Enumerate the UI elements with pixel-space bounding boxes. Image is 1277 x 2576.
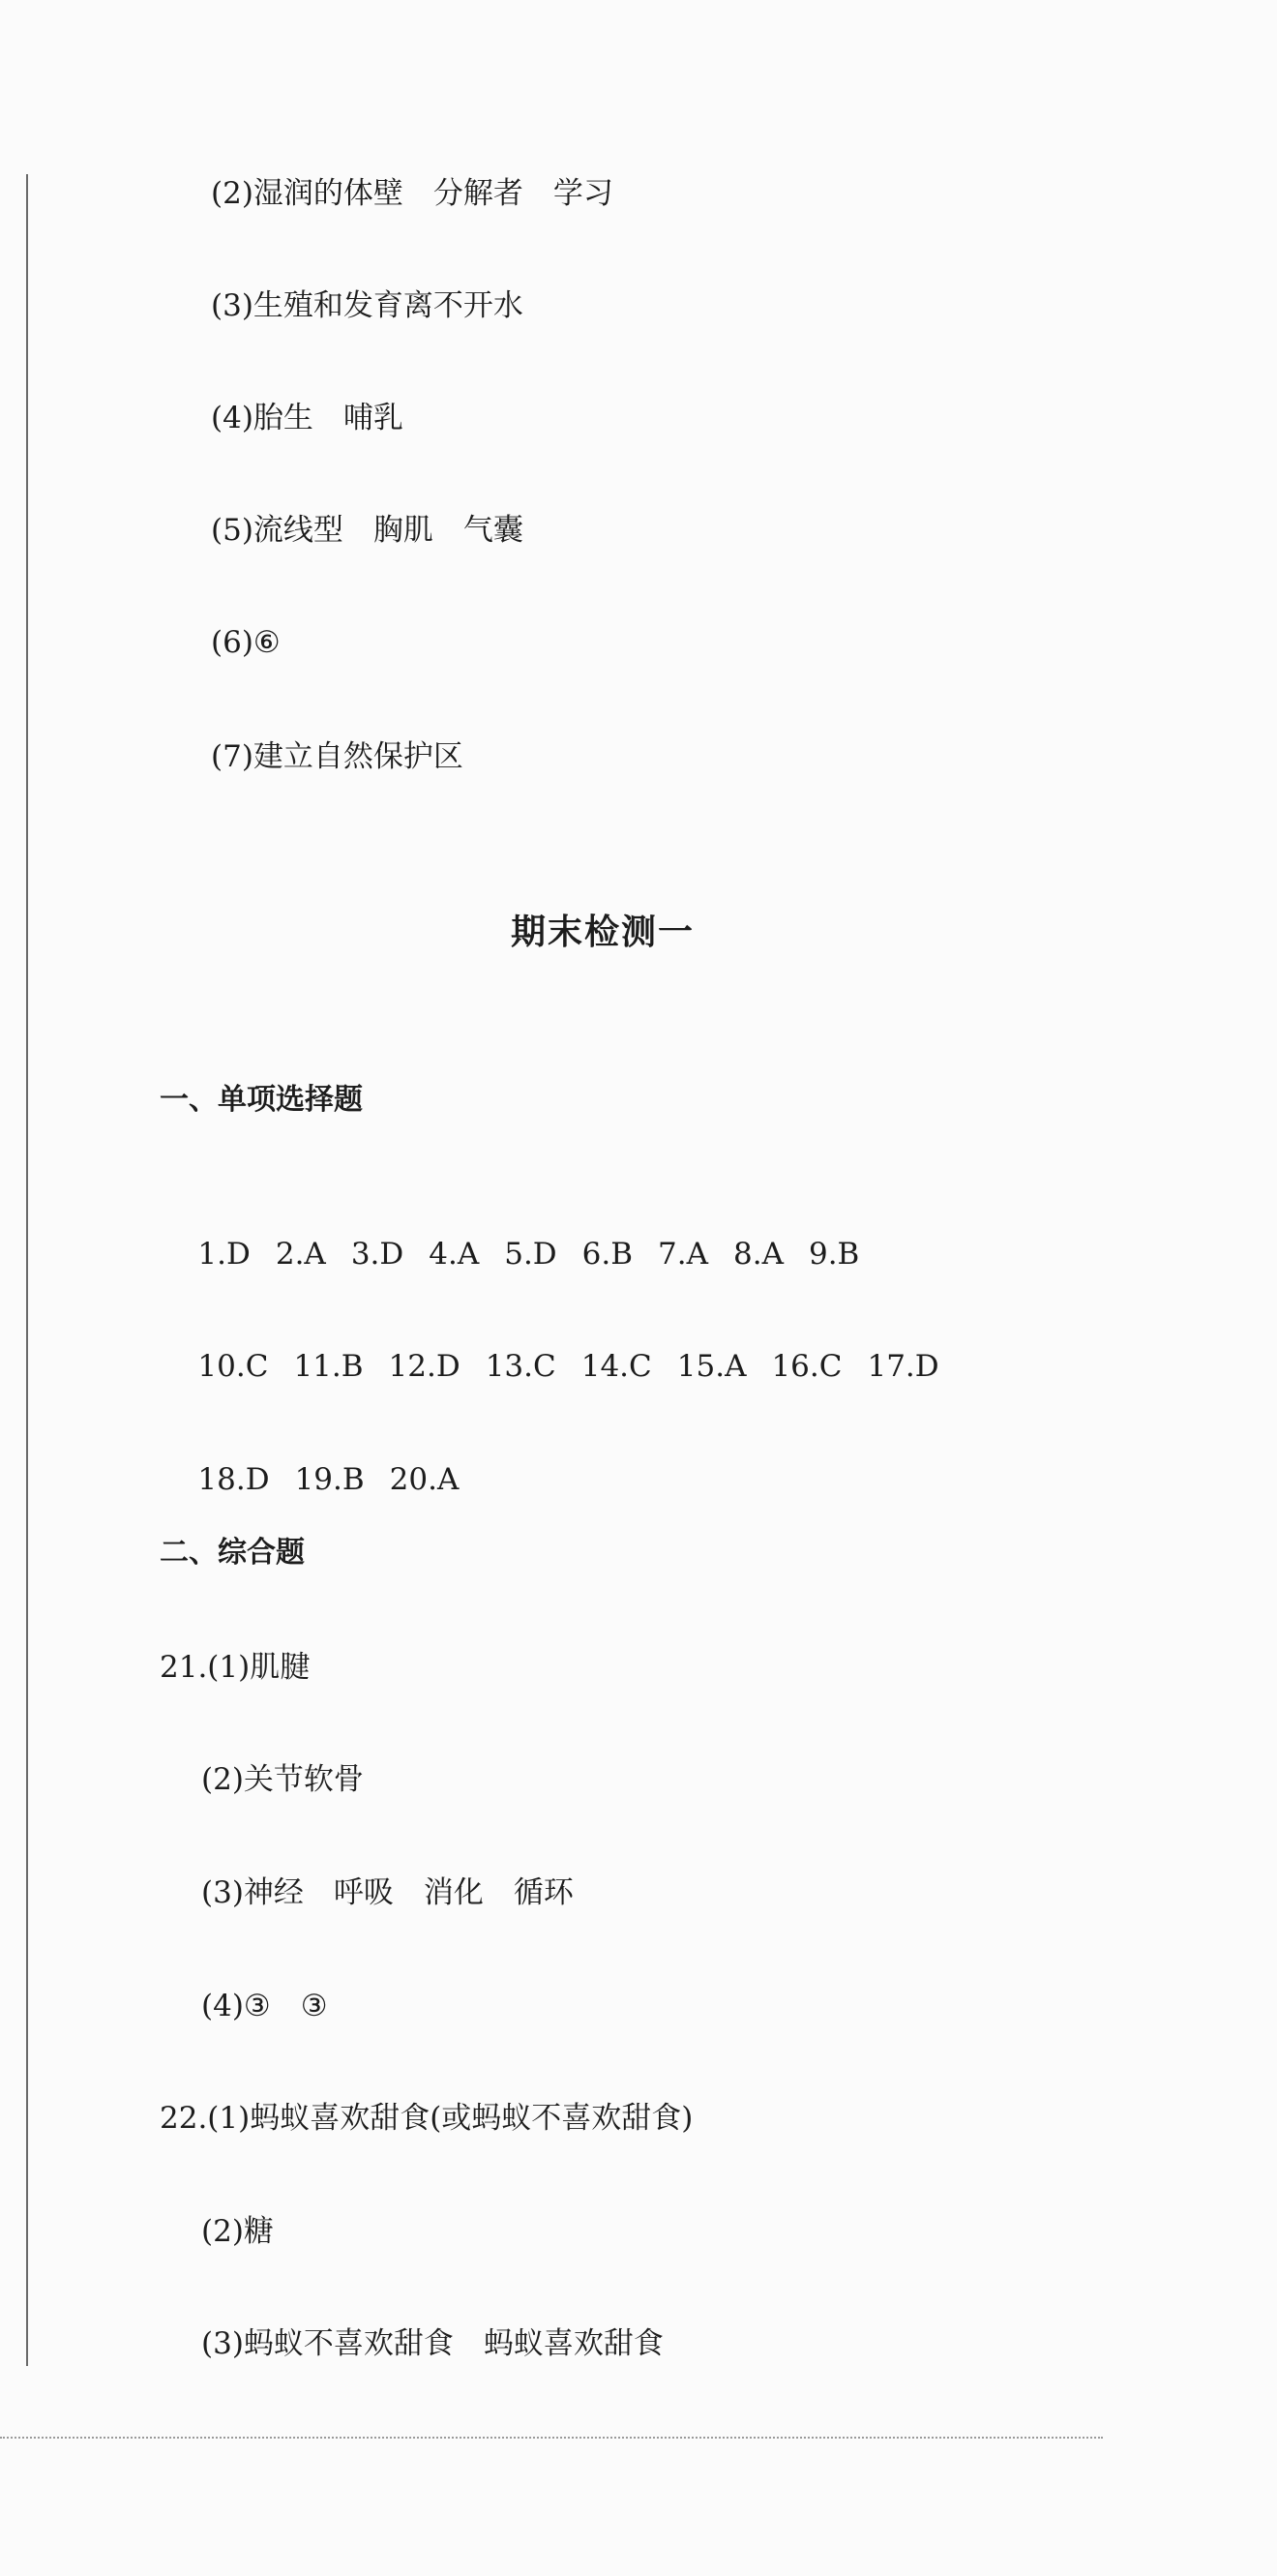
q22-item-1: 22.(1)蚂蚁喜欢甜食(或蚂蚁不喜欢甜食) xyxy=(160,2101,694,2136)
answer-row-1 xyxy=(160,1196,859,1312)
answer: 4.A xyxy=(429,1237,480,1272)
answer: 13.C xyxy=(485,1349,556,1384)
section-title: 期末检测一 xyxy=(511,913,696,952)
answer: 20.A xyxy=(389,1462,460,1497)
answer: 1.D xyxy=(197,1237,251,1272)
answer-row-3 xyxy=(160,1422,459,1538)
q21-item-3: (3)神经 呼吸 消化 循环 xyxy=(201,1875,574,1910)
answer: 18.D xyxy=(197,1462,270,1497)
answer: 17.D xyxy=(867,1349,939,1384)
item-3-continued: (3)生殖和发育离不开水 xyxy=(211,288,523,323)
part2-heading: 二、综合题 xyxy=(160,1536,305,1570)
part1-heading: 一、单项选择题 xyxy=(160,1083,363,1117)
answer: 2.A xyxy=(275,1237,326,1272)
q21-item-2: (2)关节软骨 xyxy=(201,1762,364,1797)
answer: 11.B xyxy=(293,1349,364,1384)
answer: 5.D xyxy=(504,1237,557,1272)
item-5-continued: (5)流线型 胸肌 气囊 xyxy=(211,513,523,548)
bottom-dotted-divider xyxy=(0,2437,1103,2439)
left-margin-line xyxy=(26,174,28,2366)
answer: 9.B xyxy=(808,1237,860,1272)
answer: 14.C xyxy=(580,1349,652,1384)
answer: 3.D xyxy=(350,1237,404,1272)
answer: 7.A xyxy=(658,1237,708,1272)
q22-item-2: (2)糖 xyxy=(201,2214,274,2249)
item-6-continued: (6)⑥ xyxy=(211,625,281,660)
answer: 6.B xyxy=(581,1237,634,1272)
q22-item-3: (3)蚂蚁不喜欢甜食 蚂蚁喜欢甜食 xyxy=(201,2326,664,2361)
q21-item-4: (4)③ ③ xyxy=(201,1989,328,2023)
answer: 16.C xyxy=(771,1349,843,1384)
answer: 15.A xyxy=(676,1349,747,1384)
item-7-continued: (7)建立自然保护区 xyxy=(211,739,463,774)
item-4-continued: (4)胎生 哺乳 xyxy=(211,401,403,435)
answer: 19.B xyxy=(294,1462,365,1497)
answer: 12.D xyxy=(388,1349,460,1384)
answer: 8.A xyxy=(733,1237,784,1272)
answer-row-2 xyxy=(160,1308,939,1424)
answer: 10.C xyxy=(197,1349,269,1384)
q21-item-1: 21.(1)肌腱 xyxy=(160,1650,311,1685)
item-2-continued: (2)湿润的体壁 分解者 学习 xyxy=(211,176,613,211)
